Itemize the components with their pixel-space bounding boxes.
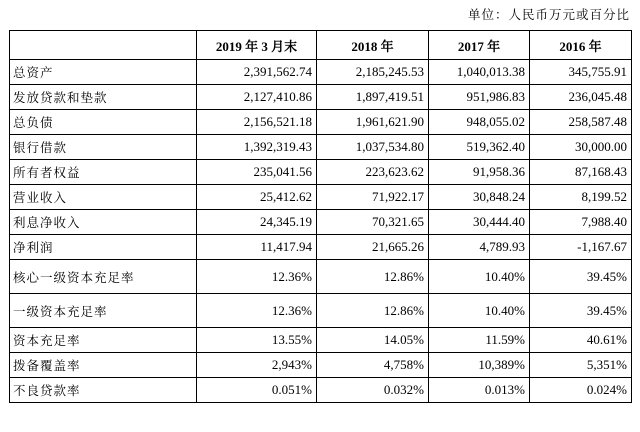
- table-cell: 5,351%: [530, 353, 632, 378]
- header-row: [10, 31, 632, 60]
- table-cell: 2,185,245.53: [317, 60, 429, 85]
- table-cell: 223,623.62: [317, 160, 429, 185]
- table-cell: 25,412.62: [197, 185, 317, 210]
- row-label: 核心一级资本充足率: [10, 260, 197, 294]
- table-cell: 13.55%: [197, 328, 317, 353]
- table-cell: 71,922.17: [317, 185, 429, 210]
- table-cell: 1,040,013.38: [429, 60, 530, 85]
- table-cell: 235,041.56: [197, 160, 317, 185]
- table-cell: 345,755.91: [530, 60, 632, 85]
- table-cell: 21,665.26: [317, 235, 429, 260]
- table-cell: 10.40%: [429, 260, 530, 294]
- table-cell: 0.024%: [530, 378, 632, 403]
- table-cell: 0.051%: [197, 378, 317, 403]
- table-row: [10, 328, 632, 353]
- table-cell: 2,943%: [197, 353, 317, 378]
- table-cell: 10,389%: [429, 353, 530, 378]
- table-row: [10, 260, 632, 294]
- table-cell: 4,789.93: [429, 235, 530, 260]
- table-cell: 12.86%: [317, 260, 429, 294]
- table-cell: 236,045.48: [530, 85, 632, 110]
- table-row: [10, 235, 632, 260]
- table-cell: 14.05%: [317, 328, 429, 353]
- table-cell: 11,417.94: [197, 235, 317, 260]
- table-cell: 1,961,621.90: [317, 110, 429, 135]
- table-row: [10, 353, 632, 378]
- table-cell: 7,988.40: [530, 210, 632, 235]
- table-cell: 12.36%: [197, 294, 317, 328]
- table-cell: 12.36%: [197, 260, 317, 294]
- header-cell-2019q1: 2019 年 3 月末: [197, 31, 317, 60]
- table-cell: 70,321.65: [317, 210, 429, 235]
- table-row: [10, 378, 632, 403]
- row-label: 不良贷款率: [10, 378, 197, 403]
- table-row: [10, 60, 632, 85]
- row-label: 所有者权益: [10, 160, 197, 185]
- table-cell: 951,986.83: [429, 85, 530, 110]
- table-cell: 30,848.24: [429, 185, 530, 210]
- row-label: 总负债: [10, 110, 197, 135]
- row-label: 一级资本充足率: [10, 294, 197, 328]
- table-row: [10, 294, 632, 328]
- table-cell: 39.45%: [530, 294, 632, 328]
- header-cell-2017: 2017 年: [429, 31, 530, 60]
- table-cell: -1,167.67: [530, 235, 632, 260]
- row-label: 营业收入: [10, 185, 197, 210]
- row-label: 资本充足率: [10, 328, 197, 353]
- table-row: [10, 160, 632, 185]
- table-cell: 11.59%: [429, 328, 530, 353]
- table-cell: 1,392,319.43: [197, 135, 317, 160]
- table-cell: 8,199.52: [530, 185, 632, 210]
- row-label: 发放贷款和垫款: [10, 85, 197, 110]
- table-cell: 2,156,521.18: [197, 110, 317, 135]
- row-label: 利息净收入: [10, 210, 197, 235]
- header-cell-blank: [10, 31, 197, 60]
- table-row: [10, 110, 632, 135]
- row-label: 净利润: [10, 235, 197, 260]
- table-cell: 24,345.19: [197, 210, 317, 235]
- table-cell: 0.013%: [429, 378, 530, 403]
- row-label: 拨备覆盖率: [10, 353, 197, 378]
- table-cell: 12.86%: [317, 294, 429, 328]
- table-cell: 2,391,562.74: [197, 60, 317, 85]
- financial-table: [9, 30, 632, 403]
- table-cell: 4,758%: [317, 353, 429, 378]
- header-cell-2016: 2016 年: [530, 31, 632, 60]
- table-cell: 2,127,410.86: [197, 85, 317, 110]
- table-cell: 10.40%: [429, 294, 530, 328]
- header-cell-2018: 2018 年: [317, 31, 429, 60]
- table-cell: 40.61%: [530, 328, 632, 353]
- table-cell: 91,958.36: [429, 160, 530, 185]
- table-cell: 30,444.40: [429, 210, 530, 235]
- table-row: [10, 85, 632, 110]
- table-row: [10, 135, 632, 160]
- table-cell: 30,000.00: [530, 135, 632, 160]
- table-cell: 519,362.40: [429, 135, 530, 160]
- table-cell: 258,587.48: [530, 110, 632, 135]
- table-cell: 39.45%: [530, 260, 632, 294]
- table-cell: 87,168.43: [530, 160, 632, 185]
- table-row: [10, 210, 632, 235]
- table-cell: 1,897,419.51: [317, 85, 429, 110]
- row-label: 总资产: [10, 60, 197, 85]
- table-cell: 0.032%: [317, 378, 429, 403]
- row-label: 银行借款: [10, 135, 197, 160]
- unit-note: 单位：人民币万元或百分比: [467, 7, 630, 22]
- table-cell: 1,037,534.80: [317, 135, 429, 160]
- table-row: [10, 185, 632, 210]
- table-cell: 948,055.02: [429, 110, 530, 135]
